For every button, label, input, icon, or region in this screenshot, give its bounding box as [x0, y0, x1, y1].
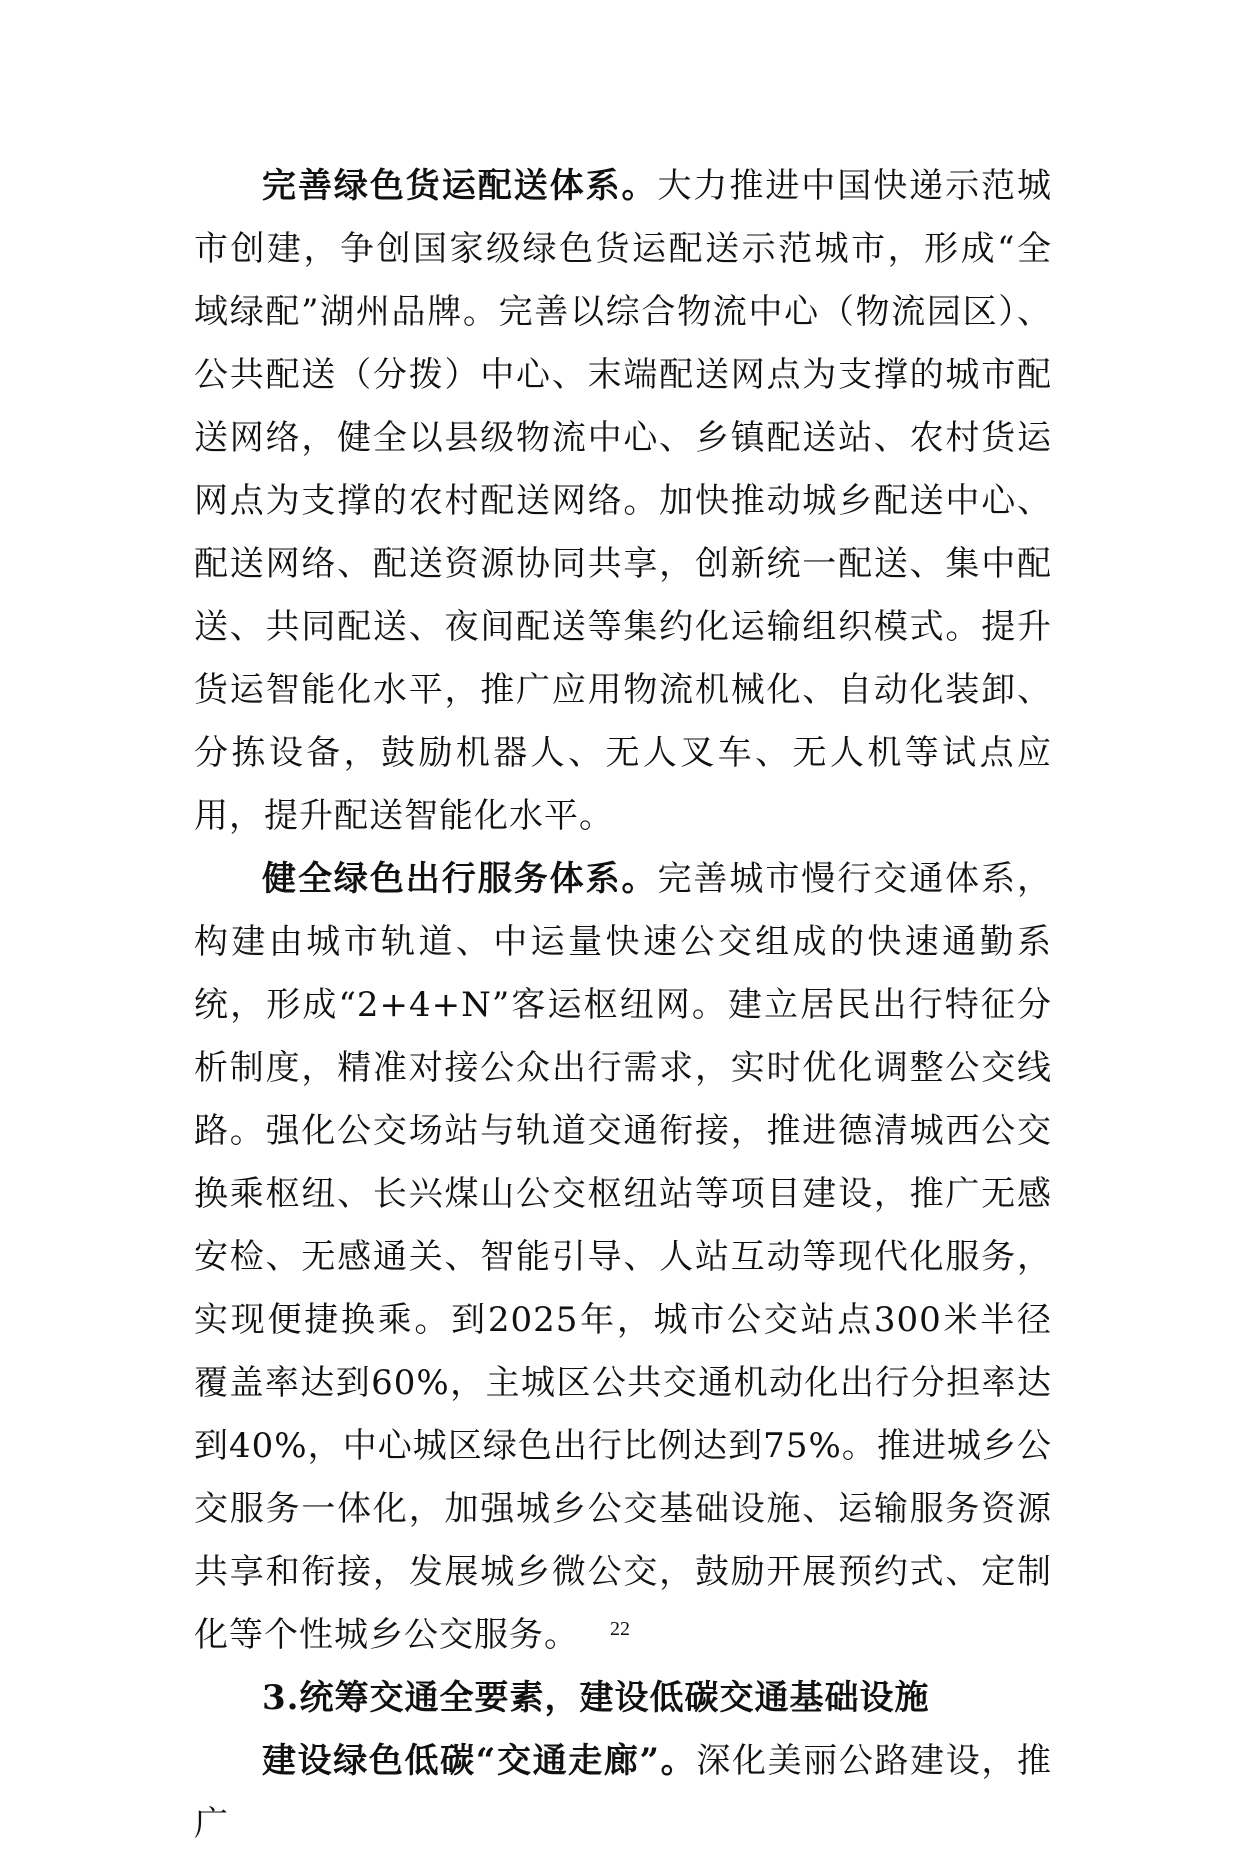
- paragraph-lead: 完善绿色货运配送体系。: [262, 166, 658, 206]
- paragraph-text: 深化美丽公路建设，推广: [194, 1741, 1052, 1844]
- section-heading: 3.统筹交通全要素，建设低碳交通基础设施: [262, 1678, 930, 1718]
- document-body: [194, 155, 1052, 1856]
- paragraph-green-freight: [194, 155, 1052, 848]
- paragraph-text: 大力推进中国快递示范城市创建，争创国家级绿色货运配送示范城市，形成“全域绿配”湖州品牌。完善以综合物流中心（物流园区）、公共配送（分拨）中心、末端配送网点为支撑的城市配送网络，健全以县级物流中心、乡镇配送站、农村货运网点为支撑的农村配送网络。加快推动城乡配送中心、配送网络、配送资源协同共享，创新统一配送、集中配送、共同配送、夜间配送等集约化运输组织模式。提升货运智能化水平，推广应用物流机械化、自动化装卸、分拣设备，鼓励机器人、无人叉车、无人机等试点应用，提升配送智能化水平。: [194, 166, 1053, 836]
- page-number: 22: [610, 1618, 630, 1640]
- paragraph-lead: 健全绿色出行服务体系。: [262, 859, 658, 899]
- paragraph-green-travel: [194, 848, 1052, 1667]
- paragraph-lead: 建设绿色低碳“交通走廊”。: [262, 1741, 697, 1781]
- paragraph-text: 完善城市慢行交通体系，构建由城市轨道、中运量快速公交组成的快速通勤系统，形成“2+4+N”客运枢纽网。建立居民出行特征分析制度，精准对接公众出行需求，实时优化调整公交线路。强化公交场站与轨道交通衔接，推进德清城西公交换乘枢纽、长兴煤山公交枢纽站等项目建设，推广无感安检、无感通关、智能引导、人站互动等现代化服务，实现便捷换乘。到2025年，城市公交站点300米半径覆盖率达到60%，主城区公共交通机动化出行分担率达到40%，中心城区绿色出行比例达到75%。推进城乡公交服务一体化，加强城乡公交基础设施、运输服务资源共享和衔接，发展城乡微公交，鼓励开展预约式、定制化等个性城乡公交服务。: [194, 859, 1053, 1655]
- paragraph-transport-corridor: [194, 1730, 1052, 1856]
